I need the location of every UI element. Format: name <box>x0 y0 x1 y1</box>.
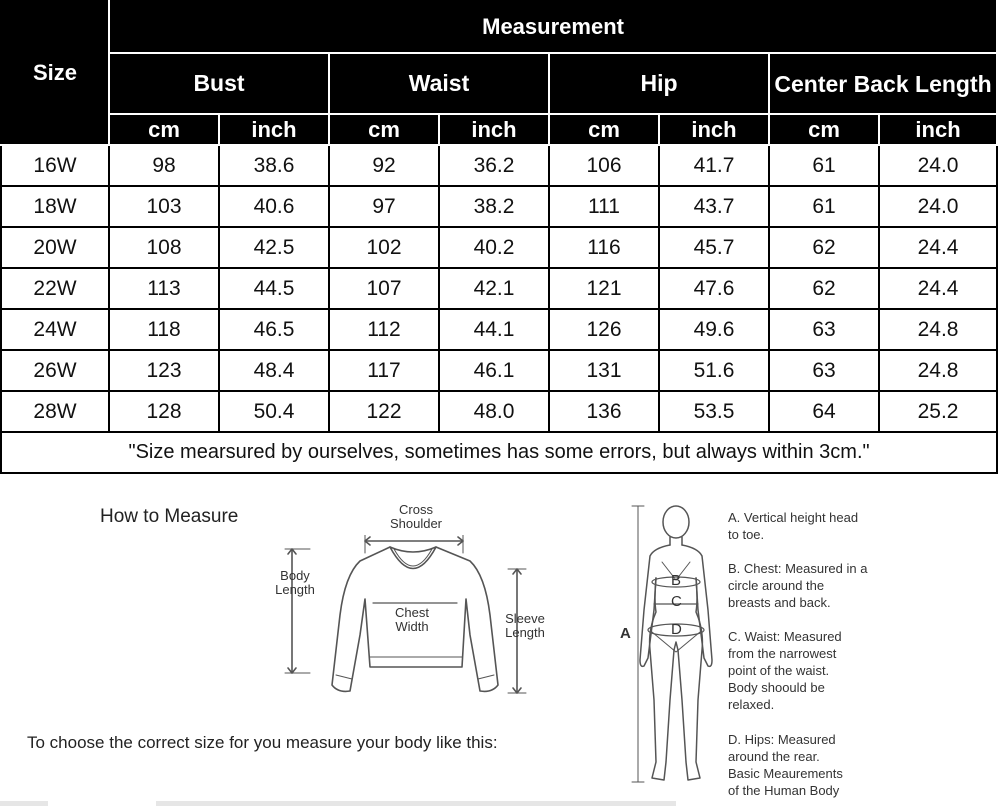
measurement-cell: 102 <box>329 227 439 268</box>
unit-header: inch <box>879 114 997 145</box>
letter-c: C <box>671 593 682 610</box>
measurement-cell: 103 <box>109 186 219 227</box>
bottom-strip-left <box>0 801 48 806</box>
measurement-cell: 36.2 <box>439 145 549 186</box>
size-cell: 26W <box>1 350 109 391</box>
hip-header: Hip <box>549 53 769 114</box>
legend-c: C. Waist: Measured from the narrowest point of the waist. Body shoould be relaxed. <box>728 629 842 712</box>
waist-header: Waist <box>329 53 549 114</box>
sleeve-length-label: Sleeve Length <box>505 611 545 640</box>
measurement-cell: 40.2 <box>439 227 549 268</box>
measurement-cell: 108 <box>109 227 219 268</box>
letter-a: A <box>620 625 631 642</box>
size-cell: 28W <box>1 391 109 432</box>
size-cell: 24W <box>1 309 109 350</box>
how-to-measure-title: How to Measure <box>100 506 239 527</box>
size-cell: 16W <box>1 145 109 186</box>
measurement-cell: 51.6 <box>659 350 769 391</box>
measurement-cell: 41.7 <box>659 145 769 186</box>
measurement-cell: 43.7 <box>659 186 769 227</box>
measurement-cell: 63 <box>769 309 879 350</box>
center-back-length-header: Center Back Length <box>769 53 997 114</box>
table-row <box>1 268 997 309</box>
measurement-cell: 40.6 <box>219 186 329 227</box>
table-row <box>1 145 997 186</box>
head-icon <box>663 506 689 538</box>
measurement-cell: 113 <box>109 268 219 309</box>
measurement-cell: 128 <box>109 391 219 432</box>
legend-d: D. Hips: Measured around the rear. Basic Meaurements of the Human Body <box>728 732 843 798</box>
measurement-cell: 24.4 <box>879 268 997 309</box>
measurement-cell: 64 <box>769 391 879 432</box>
size-cell: 22W <box>1 268 109 309</box>
measurement-cell: 123 <box>109 350 219 391</box>
measurement-cell: 38.2 <box>439 186 549 227</box>
measurement-cell: 62 <box>769 268 879 309</box>
legend-a: A. Vertical height head to toe. <box>728 510 859 542</box>
measurement-cell: 136 <box>549 391 659 432</box>
measurement-cell: 116 <box>549 227 659 268</box>
measurement-cell: 112 <box>329 309 439 350</box>
table-row <box>1 309 997 350</box>
measurement-cell: 44.5 <box>219 268 329 309</box>
letter-d: D <box>671 621 682 638</box>
unit-header: inch <box>219 114 329 145</box>
size-cell: 18W <box>1 186 109 227</box>
measurement-cell: 24.4 <box>879 227 997 268</box>
measurement-cell: 42.5 <box>219 227 329 268</box>
size-rows <box>1 145 997 432</box>
measurement-cell: 46.5 <box>219 309 329 350</box>
body-length-label: Body Length <box>275 568 315 597</box>
measurement-cell: 117 <box>329 350 439 391</box>
measurement-cell: 122 <box>329 391 439 432</box>
legend-b: B. Chest: Measured in a circle around the breasts and back. <box>728 561 868 610</box>
measurement-cell: 46.1 <box>439 350 549 391</box>
measurement-cell: 38.6 <box>219 145 329 186</box>
measurement-cell: 92 <box>329 145 439 186</box>
measurement-cell: 131 <box>549 350 659 391</box>
measurement-cell: 111 <box>549 186 659 227</box>
unit-header: cm <box>549 114 659 145</box>
chest-width-label: Chest Width <box>395 605 429 634</box>
unit-header: inch <box>439 114 549 145</box>
measurement-cell: 47.6 <box>659 268 769 309</box>
size-header: Size <box>1 1 109 145</box>
measurement-cell: 107 <box>329 268 439 309</box>
measurement-cell: 118 <box>109 309 219 350</box>
measurement-cell: 48.4 <box>219 350 329 391</box>
measurement-cell: 63 <box>769 350 879 391</box>
measurement-cell: 126 <box>549 309 659 350</box>
unit-header: cm <box>109 114 219 145</box>
bottom-strip-right <box>156 801 676 806</box>
letter-b: B <box>671 572 682 589</box>
size-note: "Size mearsured by ourselves, sometimes has some errors, but always within 3cm." <box>1 432 997 473</box>
measurement-cell: 121 <box>549 268 659 309</box>
measurement-cell: 106 <box>549 145 659 186</box>
measurement-cell: 24.8 <box>879 309 997 350</box>
measurement-cell: 53.5 <box>659 391 769 432</box>
measurement-header: Measurement <box>109 1 997 53</box>
size-cell: 20W <box>1 227 109 268</box>
unit-header: cm <box>329 114 439 145</box>
measurement-cell: 48.0 <box>439 391 549 432</box>
unit-header: cm <box>769 114 879 145</box>
table-row <box>1 186 997 227</box>
measurement-cell: 62 <box>769 227 879 268</box>
bust-header: Bust <box>109 53 329 114</box>
measurement-cell: 98 <box>109 145 219 186</box>
measurement-cell: 97 <box>329 186 439 227</box>
measurement-cell: 45.7 <box>659 227 769 268</box>
cross-shoulder-label: Cross Shoulder <box>389 502 443 531</box>
measurement-cell: 44.1 <box>439 309 549 350</box>
measurement-cell: 24.0 <box>879 145 997 186</box>
unit-header: inch <box>659 114 769 145</box>
table-row <box>1 227 997 268</box>
measurement-cell: 42.1 <box>439 268 549 309</box>
measurement-cell: 50.4 <box>219 391 329 432</box>
measurement-cell: 24.0 <box>879 186 997 227</box>
measurement-cell: 25.2 <box>879 391 997 432</box>
table-row <box>1 350 997 391</box>
choose-size-instruction: To choose the correct size for you measure your body like this: <box>27 733 498 752</box>
measurement-cell: 61 <box>769 186 879 227</box>
human-body-figure <box>618 500 728 790</box>
measurement-cell: 24.8 <box>879 350 997 391</box>
measurement-cell: 49.6 <box>659 309 769 350</box>
measurement-cell: 61 <box>769 145 879 186</box>
table-row <box>1 391 997 432</box>
